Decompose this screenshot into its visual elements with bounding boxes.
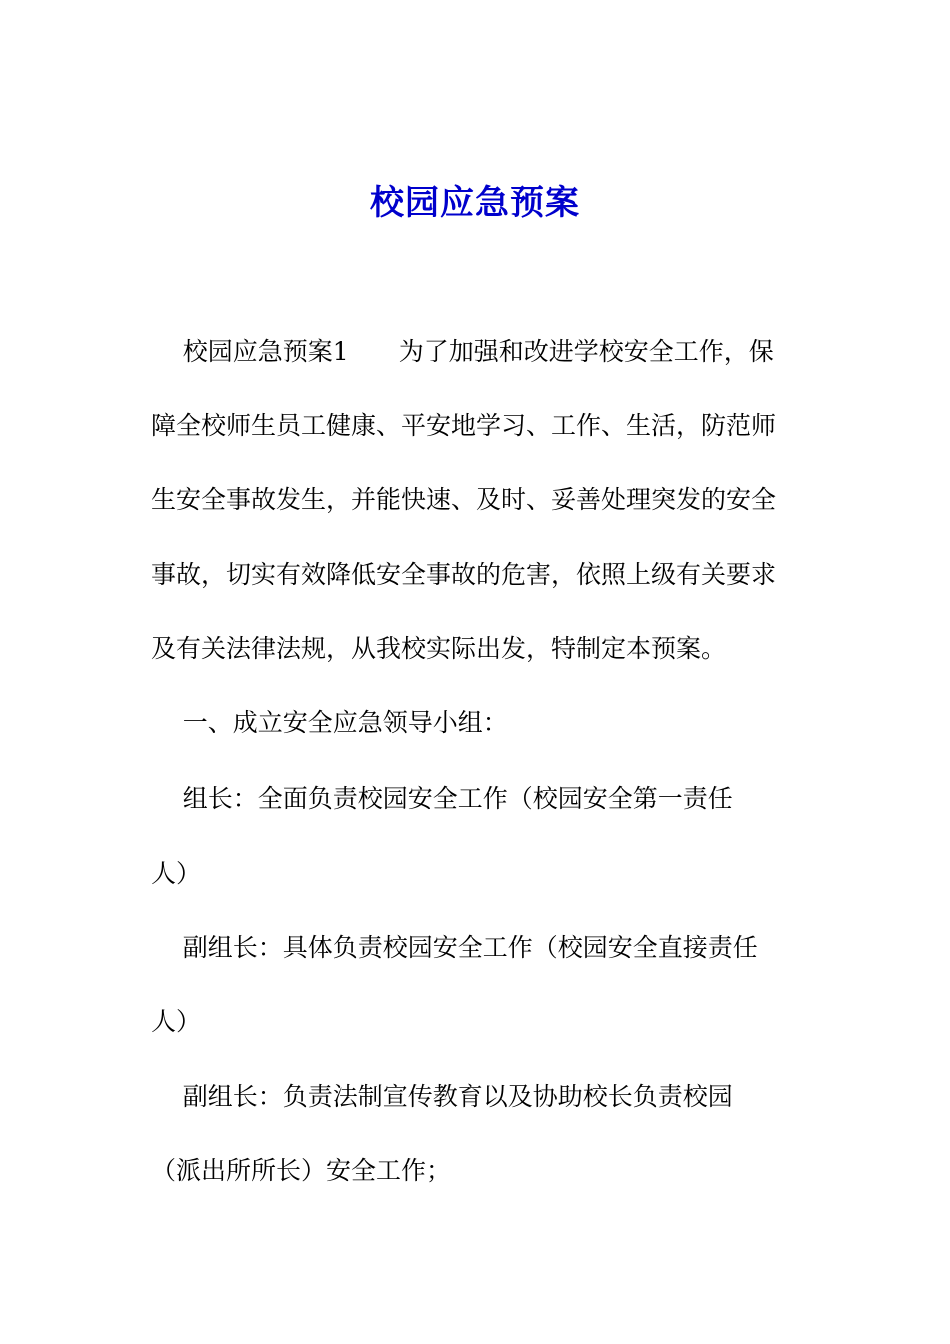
- body-line: 组长：全面负责校园安全工作（校园安全第一责任: [151, 784, 733, 813]
- section-heading: 一、成立安全应急领导小组：: [151, 708, 508, 737]
- body-line: 事故，切实有效降低安全事故的危害，依照上级有关要求: [151, 560, 777, 589]
- body-line: 障全校师生员工健康、平安地学习、工作、生活，防范师: [151, 411, 777, 440]
- document-title: 校园应急预案: [370, 183, 580, 223]
- body-line: 人）: [151, 859, 202, 888]
- body-line: 副组长：负责法制宣传教育以及协助校长负责校园: [151, 1082, 733, 1111]
- body-line: 生安全事故发生，并能快速、及时、妥善处理突发的安全: [151, 485, 777, 514]
- body-line: 及有关法律法规，从我校实际出发，特制定本预案。: [151, 634, 727, 663]
- body-line: 副组长：具体负责校园安全工作（校园安全直接责任: [151, 933, 758, 962]
- body-line: 校园应急预案1 为了加强和改进学校安全工作，保: [151, 337, 774, 366]
- body-line: （派出所所长）安全工作；: [151, 1156, 452, 1185]
- body-line: 人）: [151, 1007, 202, 1036]
